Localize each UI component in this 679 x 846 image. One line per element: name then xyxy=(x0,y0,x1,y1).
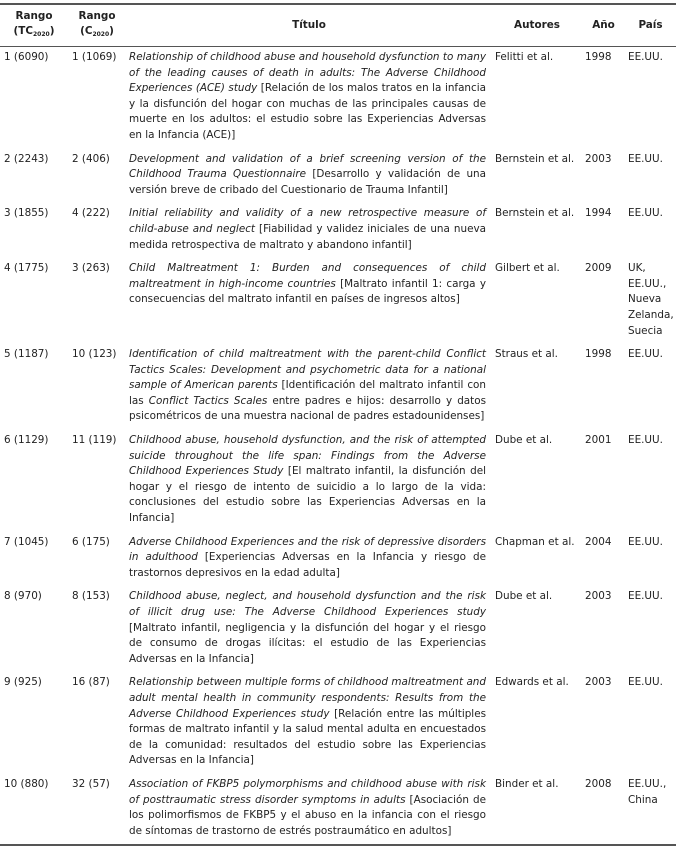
title-cell xyxy=(126,672,492,774)
title-english: Relationship of childhood abuse and household dysfunction to many of the leading causes of death in adults: The Adverse Childhood Experiences (ACE) study xyxy=(129,51,486,95)
country-cell: EE.UU. xyxy=(628,434,663,447)
rank-c-cell: 10 (123) xyxy=(72,348,117,361)
year-cell: 2003 xyxy=(585,152,612,165)
title-cell xyxy=(126,149,492,204)
authors-cell: Felitti et al. xyxy=(495,51,554,63)
title-spanish: [Identificación del maltrato infantil con las xyxy=(129,379,486,407)
title-spanish-italic: Conflict Tactics Scales xyxy=(148,394,268,407)
title-english: Childhood abuse, neglect, and household dysfunction and the risk of illicit drug use: The Adverse Childhood Experiences study xyxy=(129,590,486,618)
year-cell: 1994 xyxy=(585,207,612,220)
title-spanish: [Asociación de los polimorfismos de FKBP5 y el abuso en la infancia con el riesgo de síntomas de trastorno de estrés postraumático en adultos] xyxy=(129,793,486,837)
title-spanish: [El maltrato infantil, la disfunción del hogar y el riesgo de intento de suicidio a lo largo de la vida: conclusiones del estudio sobre las Experiencias Adversas en la Infancia] xyxy=(129,465,486,525)
authors-cell: Bernstein et al. xyxy=(495,207,575,220)
authors-cell: Dube et al. xyxy=(495,590,553,603)
rank-tc-cell: 7 (1045) xyxy=(4,535,49,548)
table-row xyxy=(0,258,676,344)
rank-tc-cell: 4 (1775) xyxy=(4,262,49,275)
rank-c-cell: 8 (153) xyxy=(72,590,110,603)
year-cell: 2009 xyxy=(585,262,612,275)
country-cell: EE.UU. xyxy=(628,348,663,361)
title-english: Childhood abuse, household dysfunction, and the risk of attempted suicide throughout the life span: Findings from the Adverse Childhood Experiences Study xyxy=(129,434,486,478)
table-row xyxy=(0,586,676,672)
country-cell: EE.UU. xyxy=(628,590,663,603)
citations-table xyxy=(0,3,676,846)
rank-c-cell: 16 (87) xyxy=(72,676,110,689)
rank-c-cell: 4 (222) xyxy=(72,207,110,220)
table-row xyxy=(0,203,676,258)
rank-c-cell: 6 (175) xyxy=(72,535,110,548)
authors-cell: Edwards et al. xyxy=(495,676,569,689)
rank-tc-cell: 6 (1129) xyxy=(4,434,49,447)
year-cell: 1998 xyxy=(585,348,612,361)
header-rank-c: Rango $(C_{2020})$ xyxy=(78,10,116,38)
year-cell: 2003 xyxy=(585,676,612,689)
year-cell: 1998 xyxy=(585,51,612,63)
header-rank-tc: Rango $(TC_{2020})$ xyxy=(13,10,55,38)
country-cell: EE.UU. xyxy=(628,152,663,165)
table-row xyxy=(0,672,676,774)
rank-c-cell: 11 (119) xyxy=(72,434,117,447)
authors-cell: Gilbert et al. xyxy=(495,262,560,275)
title-cell xyxy=(126,47,492,149)
title-english: Child Maltreatment 1: Burden and consequences of child maltreatment in high-income countries xyxy=(129,262,486,290)
authors-cell: Bernstein et al. xyxy=(495,152,575,165)
rank-tc-cell: 1 (6090) xyxy=(4,51,49,63)
year-cell: 2003 xyxy=(585,590,612,603)
header-year: Año xyxy=(592,19,615,31)
title-english: Development and validation of a brief screening version of the Childhood Trauma Questionnaire xyxy=(129,152,486,181)
title-spanish: entre padres e hijos: desarrollo y datos psicométricos de una muestra nacional de padres estadounidenses] xyxy=(129,394,487,423)
table-row xyxy=(0,344,676,430)
header-title: Título xyxy=(292,19,326,31)
country-cell: EE.UU. xyxy=(628,207,663,220)
table-header xyxy=(0,4,676,47)
table-row xyxy=(0,532,676,587)
title-english: Adverse Childhood Experiences and the risk of depressive disorders in adulthood xyxy=(129,535,486,564)
country-cell: UK, EE.UU., Nueva Zelanda, Suecia xyxy=(628,262,674,337)
title-spanish: [Relación de los malos tratos en la infancia y la disfunción del hogar con muchas de las principales causas de muerte en los adultos: el estudio sobre las Experiencias Adversas en la Infancia (ACE)] xyxy=(129,82,486,141)
rank-c-cell: 32 (57) xyxy=(72,777,110,790)
country-cell: EE.UU. xyxy=(628,676,663,689)
table-body xyxy=(0,47,676,846)
country-cell: EE.UU., China xyxy=(628,777,667,806)
rank-tc-cell: 8 (970) xyxy=(4,590,42,603)
title-cell xyxy=(126,430,492,532)
table-row xyxy=(0,430,676,532)
title-english: Initial reliability and validity of a new retrospective measure of child-abuse and neglect xyxy=(129,207,486,235)
rank-c-cell: 1 (1069) xyxy=(72,51,117,63)
authors-cell: Straus et al. xyxy=(495,348,558,361)
authors-cell: Chapman et al. xyxy=(495,535,575,548)
title-cell xyxy=(126,774,492,845)
title-cell xyxy=(126,203,492,258)
title-spanish: [Fiabilidad y validez iniciales de una nueva medida retrospectiva de maltrato y abandono infantil] xyxy=(129,222,486,251)
title-cell xyxy=(126,532,492,587)
rank-c-cell: 2 (406) xyxy=(72,152,110,165)
authors-cell: Binder et al. xyxy=(495,777,559,790)
title-spanish: [Desarrollo y validación de una versión breve de cribado del Cuestionario de Trauma Infantil] xyxy=(129,168,486,196)
title-cell xyxy=(126,344,492,430)
rank-tc-cell: 10 (880) xyxy=(4,777,49,790)
title-english: Association of FKBP5 polymorphisms and childhood abuse with risk of posttraumatic stress disorder symptoms in adults xyxy=(129,777,486,806)
rank-tc-cell: 2 (2243) xyxy=(4,152,49,165)
table-row xyxy=(0,774,676,845)
rank-tc-cell: 5 (1187) xyxy=(4,348,49,361)
title-cell xyxy=(126,258,492,344)
title-english: Identification of child maltreatment with the parent-child Conflict Tactics Scales: Development and psychometric data for a national sample of American parents xyxy=(129,348,486,392)
header-row xyxy=(0,4,676,47)
rank-tc-cell: 3 (1855) xyxy=(4,207,49,220)
rank-tc-cell: 9 (925) xyxy=(4,676,42,689)
country-cell: EE.UU. xyxy=(628,535,663,548)
authors-cell: Dube et al. xyxy=(495,434,553,447)
title-spanish: [Maltrato infantil 1: carga y consecuencias del maltrato infantil en países de ingresos altos] xyxy=(129,277,486,306)
title-spanish: [Maltrato infantil, negligencia y la disfunción del hogar y el riesgo de consumo de drogas ilícitas: el estudio de las Experiencias Adversas en la Infancia] xyxy=(129,621,486,665)
header-authors: Autores xyxy=(514,19,560,31)
title-spanish: [Relación entre las múltiples formas de maltrato infantil y la salud mental adulta en encuestados de la comunidad: resultados del estudio sobre las Experiencias Adversas en la Infancia] xyxy=(129,707,487,767)
table-row xyxy=(0,47,676,149)
table-row xyxy=(0,149,676,204)
country-cell: EE.UU. xyxy=(628,51,663,63)
header-country: País xyxy=(638,19,663,31)
title-spanish: [Experiencias Adversas en la Infancia y riesgo de trastornos depresivos en la edad adulta] xyxy=(129,551,486,579)
year-cell: 2004 xyxy=(585,535,612,548)
title-english: Relationship between multiple forms of childhood maltreatment and adult mental health in community respondents: Results from the Adverse Childhood Experiences study xyxy=(129,676,486,720)
title-cell xyxy=(126,586,492,672)
year-cell: 2001 xyxy=(585,434,612,447)
year-cell: 2008 xyxy=(585,777,612,790)
rank-c-cell: 3 (263) xyxy=(72,262,110,275)
